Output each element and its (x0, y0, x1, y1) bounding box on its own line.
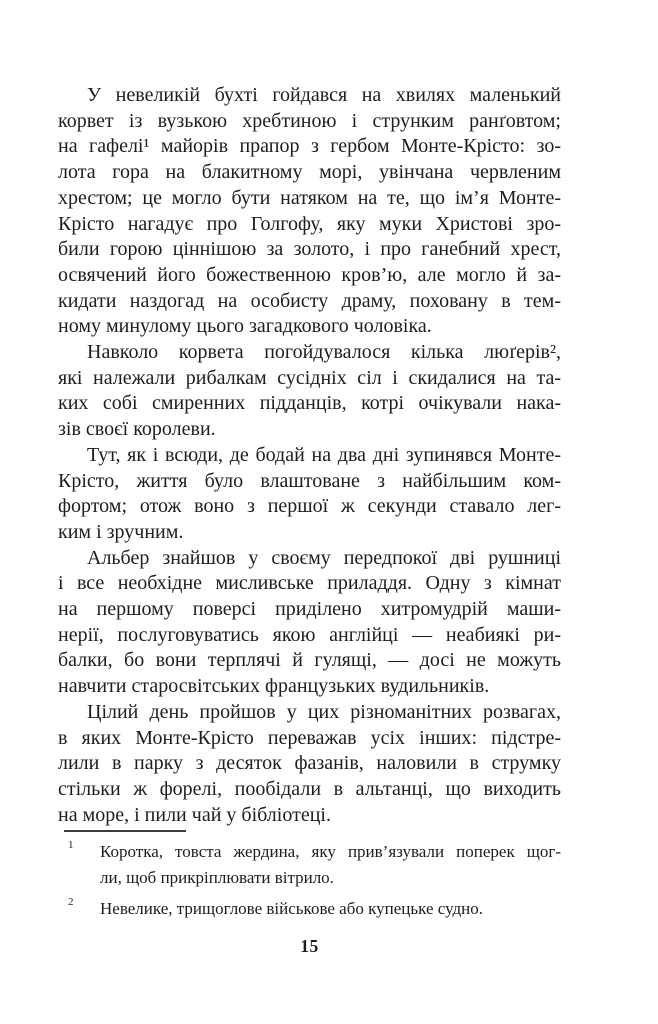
text-line: в яких Монте-Крісто переважав усіх інших: підстре- (58, 726, 561, 749)
footnote-divider (64, 830, 186, 832)
page-number: 15 (300, 936, 319, 956)
footnote (58, 839, 561, 891)
text-line: корвет із вузькою хребтиною і струнким ранґовтом; (58, 109, 561, 132)
text-line: Тут, як і всюди, де бодай на два дні зупинявся Монте- (87, 443, 561, 466)
text-line: ли, щоб прикріплювати вітрило. (100, 868, 334, 888)
text-line: балки, бо вони терплячі й гулящі, — досі не можуть (58, 649, 561, 672)
text-line: кидати наздогад на особисту драму, поховану в тем- (58, 289, 561, 312)
text-line: на першому поверсі приділено хитромудрій маши- (58, 598, 561, 621)
paragraph (58, 83, 561, 340)
text-line: стільки ж форелі, пообідали в альтанці, що виходить (58, 777, 561, 800)
paragraph (58, 546, 561, 700)
text-line: У невеликій бухті гойдався на хвилях маленький (87, 84, 561, 106)
footnote (58, 896, 561, 922)
text-line: лота гора на блакитному морі, увінчана червленим (58, 161, 561, 184)
text-line: які належали рибалкам сусідніх сіл і скидалися на та- (58, 366, 561, 389)
text-block (58, 83, 561, 922)
text-line: Цілий день пройшов у цих різноманітних розвагах, (87, 700, 561, 723)
text-line: навчити старосвітських французьких вудильників. (58, 675, 490, 698)
footnote-section (58, 830, 561, 922)
footnotes (58, 839, 561, 922)
footnote-marker: 1 (68, 839, 74, 852)
paragraph (58, 700, 561, 829)
text-line: Навколо корвета погойдувалося кілька люґерів², (87, 341, 561, 364)
text-line: зів своєї королеви. (58, 418, 216, 441)
text-line: били горою ціннішою за золото, і про ганебний хрест, (58, 238, 561, 261)
text-line: ким і зручним. (58, 520, 184, 543)
body-text (58, 83, 561, 828)
text-line: Невелике, трищоглове військове або купецьке судно. (100, 899, 483, 919)
text-line: і все необхідне мисливське приладдя. Одну з кімнат (58, 572, 561, 595)
paragraph (58, 443, 561, 546)
text-line: освячений його божественною кров’ю, але могло й за- (58, 263, 561, 286)
text-line: на море, і пили чай у бібліотеці. (58, 803, 331, 826)
paragraph (58, 340, 561, 443)
text-line: нерії, послуговуватись якою англійці — неабиякі ри- (58, 623, 561, 646)
text-line: хрестом; це могло бути натяком на те, що ім’я Монте- (58, 186, 561, 209)
text-line: Коротка, товста жердина, яку прив’язували поперек щог- (100, 842, 561, 862)
text-line: ких собі смиренних підданців, котрі очікували нака- (58, 392, 561, 415)
text-line: ному минулому цього загадкового чоловіка. (58, 315, 432, 338)
text-line: на гафелі¹ майорів прапор з гербом Монте-Крісто: зо- (58, 135, 561, 158)
text-line: Крісто, життя було влаштоване з найбільшим ком- (58, 469, 561, 492)
footnote-marker: 2 (68, 896, 74, 909)
text-line: лили в парку з десяток фазанів, наловили в струмку (58, 752, 561, 775)
text-line: Альбер знайшов у своєму передпокої дві рушниці (87, 546, 561, 569)
text-line: Крісто нагадує про Голгофу, яку муки Христові зро- (58, 212, 561, 235)
text-line: фортом; отож воно з першої ж секунди ставало лег- (58, 495, 561, 518)
